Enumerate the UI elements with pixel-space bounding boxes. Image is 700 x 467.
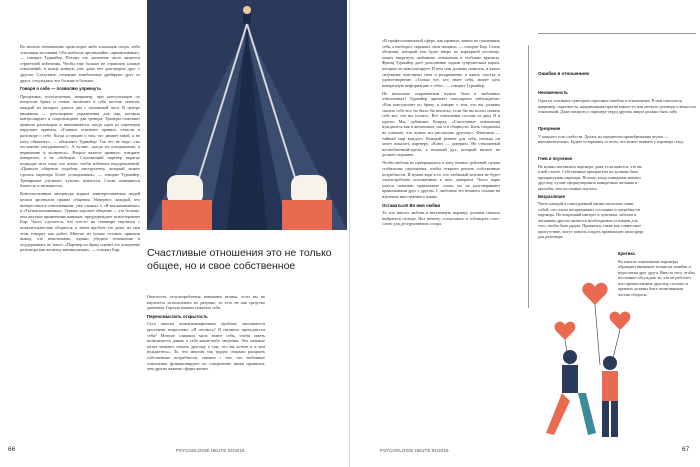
subheading: Говоря о себе — позволяю упрекнуть (20, 86, 102, 92)
sidebar-section-head: Неизменность (538, 90, 568, 95)
paragraph: «В профессиональной сфере, как правило, важно не показывать себя, а наоборот, скрывать свои эмоции», — говорит Бир. Стиль общения, который там будет вверх по карьерной лестнице, может ввергнуть любовные отношения в глубокие кризисы. Франц Турмайер дает дополнение задачи супружеским парам, которые он консультирует. В нем они должны записать, в каких ситуациях чувствуют гнев и раздражение, в каких счастье и удовлетворение. «Только тот, кто знает себя, может дать конкретную информацию о себе», — говорит Турмайер. (382, 38, 500, 88)
illustration-hands-rope (147, 0, 347, 230)
left-column-2 (147, 294, 265, 374)
sidebar-subbody: Часто каждый в повседневной жизни настолько занят собой, что плохо воспринимает состояние и потребности партнера. Но искренний интерес к чувствам, заботам и желаниям другого является необходимым условием для того, чтобы быть рядом. Привычки, такие как совместное присутствие, могут помочь создать правильную атмосферу для разговора. (538, 201, 644, 239)
sidebar-section-head: Критика (618, 250, 635, 256)
woman-figure (546, 350, 596, 435)
paragraph: Программа, используемая, например, при консультации по вопросам брака и семьи, включает в себя восемь сеансов, каждый из которых длится два с половиной часа. В центре внимания — разговорные упражнения для пар, которых контролируют и сопровождают два тренера. Тренеры отмечают правила разговоров и вмешиваются, когда один из партнеров нарушает правила. «Главное основное правило отчасти в разговоре о себе. Когда я говорю о том, что движет мной, я не могу обвинить», — объясняет Турмайер. Так что не надо: «ты постоянно опаздываешь!». А лучше: «когда ты опаздываешь, я нервничаю и волнуюсь». Второе важное правило: говорить конкретно, а не обобщать. Слушающий партнер вкратце подводит итог тому, что понял, чтобы избежать недоразумений. «Правила общения подобны инструменту, который может сделать партнера более «говорливым», — говорит Турмайер. Тренировка улучшает чувство ценности. Слова появляются близость и интимность. (20, 93, 140, 189)
pull-quote-headline: Счастливые отношения это не только общее, но и свое собственное (147, 247, 332, 272)
footer-left: PSYCHOLOGIE HEUTE 02/2016 (176, 448, 245, 453)
sidebar-section (538, 126, 696, 145)
paragraph: Опасность злоупотребления навыками велика, если вы не научитесь использовать их разумно, то есть не как средство давления. Гораздо важнее показать себя. (147, 294, 265, 311)
illustration-hands-rope-svg (147, 0, 347, 230)
sidebar-section-body: У каждого есть слабости. Делать их предметом пренебрежения шуток — непозволительно. Будьте осторожны со всем, что может вызвать у партнера стыд. (538, 133, 684, 144)
illustration-couple-hearts (500, 275, 660, 445)
paragraph: Чтобы любовь не превращалась в зону боевых действий, нужна стабильная самооценка, чтобы открыто решать собственные потребности. И нужна вера в то, что любимый человек не будет злоупотреблять изложенным в него доверием. Часто пары учатся понятию правильные слова, но не разговаривают правильными друг с другом. С любовью это немного похоже на изучение иностранного языка. (382, 160, 500, 200)
sidebar-box (528, 45, 696, 308)
sidebar-section-body: Не нужно наставлять партнера, даже если кажется, что вы в ней стоите. Собственные приоритеты не должны быть приоритетами партнера. Потому, когда поведение мешает другому, лучше сформулировать конкретные желания и просьбы, чем постоянно поучать. (538, 163, 643, 191)
man-figure (602, 356, 618, 437)
sidebar-section-head: Презрение (538, 125, 561, 131)
paragraph: Но насколько откровенным нужно быть в любовных отношениях? Турмайер признает популярное заблуждение: «Как консультант по браку, я говорю о том, что вы должны сказать себе все, но было бы неплохо, если бы вы могли сказать себе все, что вы хотите». Все отношения состоят из двух Я и одного Мы, добавляет Конрад. «Счастливые отношения нуждаются как в автономии, так и в общности. Быть открытым не означает, что нужно все рассказать другому». Фантазии — тайный мир каждого. Каждый решает для себя, сколько он хочет показать партнеру. «Ключ — доверие». Не стеклянный возлюбленный-идеал, а вольный дух, который ничего не должен скрывать. (382, 90, 500, 158)
paragraph: Консультативная литература кормит заинтересованных людей целым арсеналом правил общения. Наверное, каждый, кто интересовался отношениями, уже слышал о «Я-высказываниях» и «Ты-высказываниях». Однако хорошее общение — это больше, чем жесткое применение навыков, предупреждает психотерапевт Бир. Часто случается, что кто-то на семинаре научился с показательностью общаться, а затем пробует это дома, но при этом говорит, как робот. Многие из только готовых приняли вывод, что невозможно, однако убедить отношения и поддерживать их тепло. «Партнер по браку оценит это поведение разговора как попытку манипуляции», — говорит Бир. (20, 191, 141, 253)
footer-right: PSYCHOLOGIE HEUTE 02/2016 (380, 448, 449, 453)
right-page (350, 0, 700, 467)
sidebar-subhead: Безразличие (538, 194, 565, 199)
left-column-1 (20, 44, 140, 255)
paragraph: То, кто вносит любовь в негативную воронку, должны сначала выбраться отсюда. Вот почему, согласовать и соблюдать стоп-слово для деструктивного спора. (382, 210, 500, 227)
subheading: Оставаться! Во имя любви (382, 202, 441, 208)
paragraph: Во многих отношениях происходит либо эскалация спора, либо эскалация молчания. Оба шаблона чрезвычайно «примитивные», — говорит Турмайер. Потому что молчание часто является стратегией избегания. Чтобы еще больше не отравлять климат отношений, в конце концов, уже даже нет разговоров друг с другом. Следствие: отчаянно влюбленные дрейфуют друг от друга, отчуждаясь все больше и больше. (20, 44, 140, 83)
sidebar-section (538, 90, 696, 115)
paragraph: Суть многих коммуникационных проблем описывается простыми вопросами: «Я отолюсь? Я пытаюсь преподнести себя? Многие слишком мало знают себя, чтобы иметь возможность давать о себе какие-либо сведения. Эти сильные пятна мешают сказать другому о том, что вы хотите и в чем нуждаетесь». То, что многим так трудно открыто раскрыть собственные потребности, связано с тем, что любовные отношения функционируют по совершенно иным правилам, чем другие важные сферы жизни. (147, 321, 265, 372)
subheading: Переосмыслить открытость (147, 313, 208, 319)
page-number-left: 66 (8, 446, 16, 453)
sidebar-section-head: Гнев и поучение (538, 155, 573, 161)
right-column-1 (382, 38, 500, 230)
sidebar-section (538, 156, 696, 240)
sidebar-top-rule (538, 33, 696, 34)
sidebar-title: Ошибки в отношениях (538, 71, 590, 76)
page-number-right: 67 (682, 446, 690, 453)
sidebar-section-body: Одна из основных триггеров серьезных ошибок в отношениях. В нем относится, например, скрытность, направленная против какого-то или меткого договора о вечности отношений. Даже говорить о партнере перед другим лицом должно быть табу. (538, 98, 696, 114)
sidebar-section-body: Во многих отношениях партнеры обращают внимание только на ошибки и недостатки друг друга. Вместо того, чтобы постоянно обсуждать то, что не работает, или препятствовать другому, полезно и приятно должны быть позитивными частые обороты. (618, 258, 695, 297)
